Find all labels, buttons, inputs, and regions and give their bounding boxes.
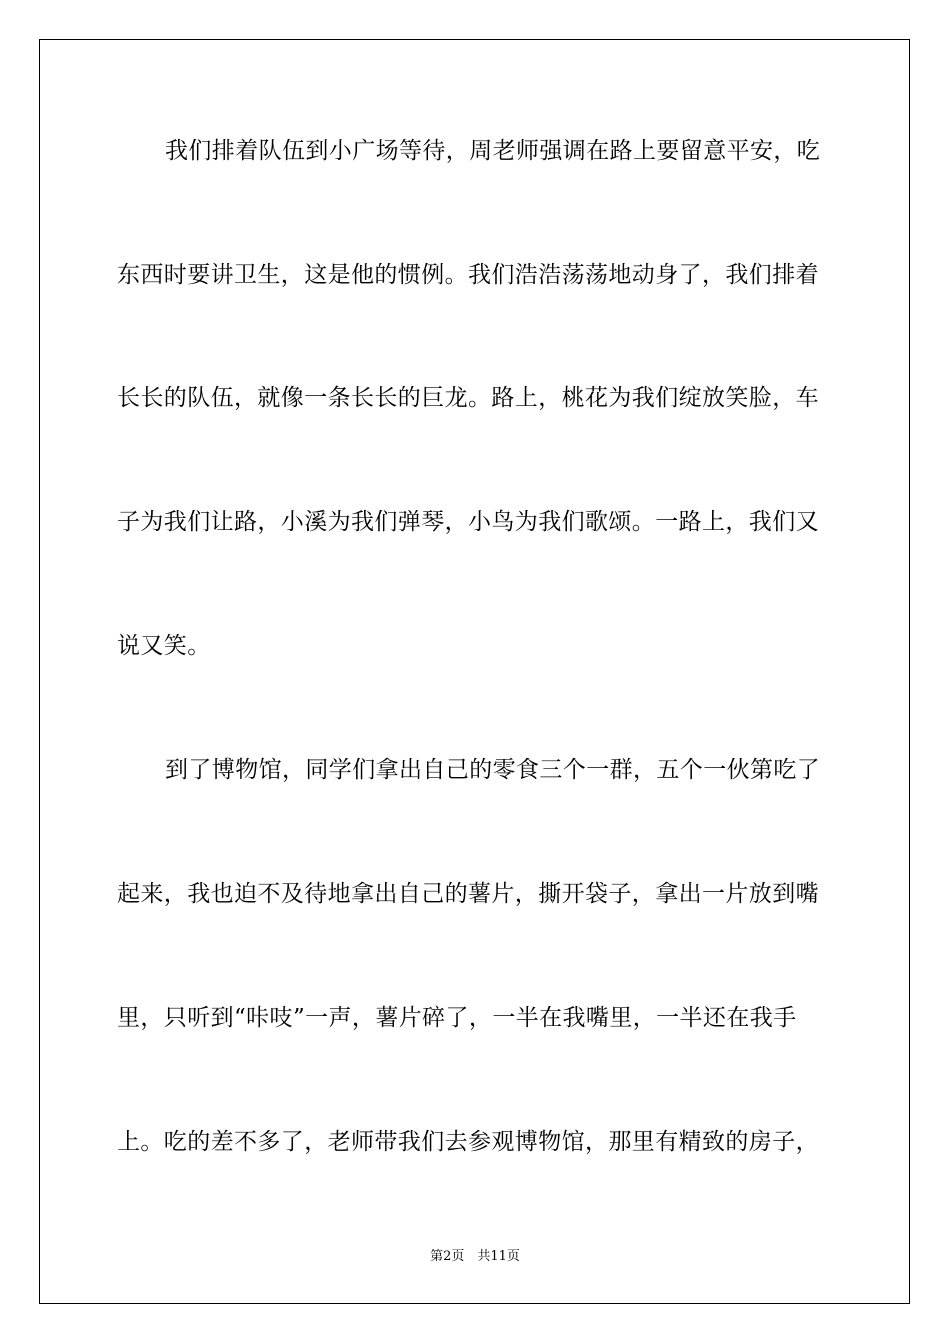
paragraph-1-line-4: 子为我们让路，小溪为我们弹琴，小鸟为我们歌颂。一路上，我们又 bbox=[117, 509, 819, 535]
paragraph-2-line-4: 上。吃的差不多了，老师带我们去参观博物馆，那里有精致的房子， bbox=[117, 1129, 819, 1155]
paragraph-1-line-2: 东西时要讲卫生，这是他的惯例。我们浩浩荡荡地动身了，我们排着 bbox=[117, 262, 819, 288]
page-number-footer: 第2页 共11页 bbox=[430, 1249, 520, 1264]
paragraph-1-line-1: 我们排着队伍到小广场等待，周老师强调在路上要留意平安，吃 bbox=[165, 138, 821, 164]
paragraph-2-line-3: 里，只听到“咔吱”一声，薯片碎了，一半在我嘴里，一半还在我手 bbox=[117, 1005, 797, 1031]
paragraph-1-line-3: 长长的队伍，就像一条长长的巨龙。路上，桃花为我们绽放笑脸，车 bbox=[117, 385, 819, 411]
paragraph-2-line-2: 起来，我也迫不及待地拿出自己的薯片，撕开袋子，拿出一片放到嘴 bbox=[117, 881, 819, 907]
paragraph-1-line-5: 说又笑。 bbox=[117, 633, 211, 659]
page-border bbox=[39, 39, 910, 1304]
paragraph-2-line-1: 到了博物馆，同学们拿出自己的零食三个一群，五个一伙第吃了 bbox=[165, 757, 821, 783]
